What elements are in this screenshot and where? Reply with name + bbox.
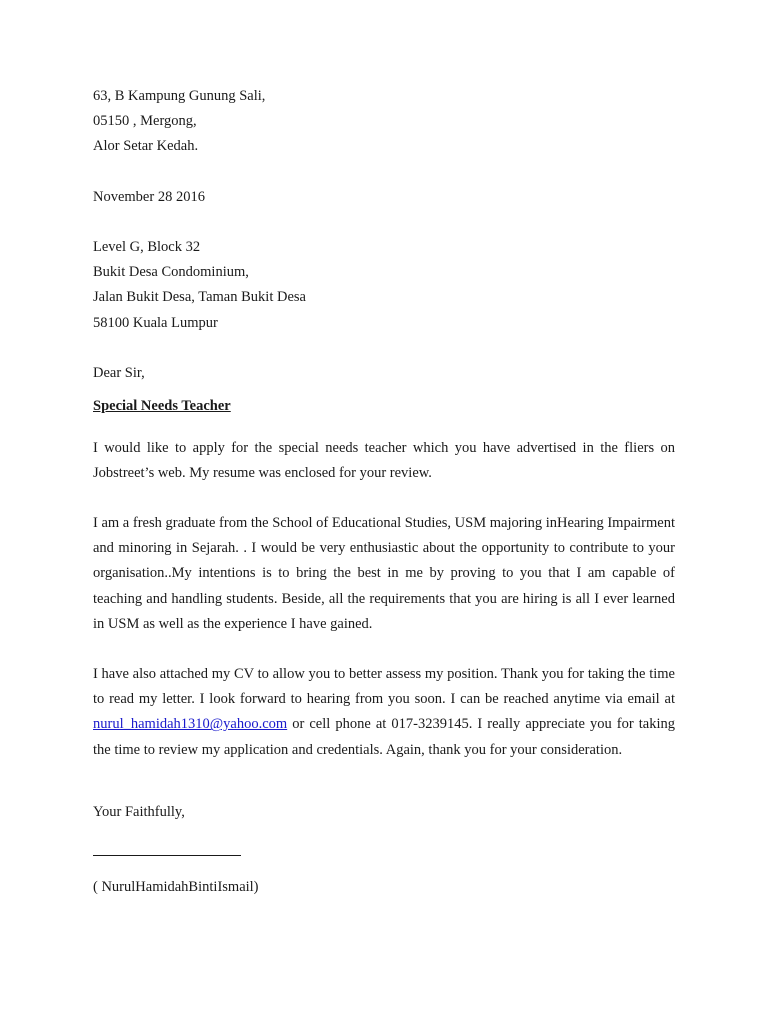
subject <box>93 394 675 419</box>
signature-name-text: ( NurulHamidahBintiIsmail) <box>93 879 259 895</box>
paragraph-3-text-after: or cell phone at 017-3239145. I really appreciate you for taking the time to review my application and credentials. Again, thank you for your consideration. <box>93 716 675 758</box>
signature-line <box>93 855 241 856</box>
date-text: November 28 2016 <box>93 189 205 205</box>
paragraph-3-text-before: I have also attached my CV to allow you to better assess my position. Thank you for taking the time to read my letter. I look forward to hearing from you soon. I can be reached anytime via email at <box>93 666 675 708</box>
subject-text: Special Needs Teacher <box>93 398 231 414</box>
sender-address-line-2: 05150 , Mergong, <box>93 113 197 130</box>
recipient-address-line-3: Jalan Bukit Desa, Taman Bukit Desa <box>93 289 306 306</box>
closing <box>93 800 675 825</box>
paragraph-2 <box>93 511 675 637</box>
paragraph-3 <box>93 662 675 763</box>
sender-address-line-3: Alor Setar Kedah. <box>93 138 199 155</box>
closing-text: Your Faithfully, <box>93 804 185 820</box>
letter-date <box>93 185 675 210</box>
recipient-address-line-4: 58100 Kuala Lumpur <box>93 314 218 331</box>
salutation <box>93 361 675 386</box>
paragraph-1-text: I would like to apply for the special needs teacher which you have advertised in the fliers on Jobstreet’s web. My resume was enclosed for your review. <box>93 440 675 482</box>
recipient-address-line-2: Bukit Desa Condominium, <box>93 264 249 281</box>
salutation-text: Dear Sir, <box>93 365 145 381</box>
recipient-address-line-1: Level G, Block 32 <box>93 239 201 255</box>
paragraph-1 <box>93 436 675 486</box>
email-link[interactable]: nurul_hamidah1310@yahoo.com <box>93 716 288 733</box>
signature-name <box>93 875 675 900</box>
paragraph-2-text: I am a fresh graduate from the School of Educational Studies, USM majoring inHearing Impairment and minoring in Sejarah. . I would be very enthusiastic about the opportunity to contribute to your organisation..My intentions is to bring the best in me by proving to you that I am capable of teaching and handling students. Beside, all the requirements that you are hiring is all I ever learned in USM as well as the experience I have gained. <box>93 515 675 632</box>
sender-address-line-1: 63, B Kampung Gunung Sali, <box>93 88 266 104</box>
sender-address <box>93 84 675 160</box>
recipient-address <box>93 235 675 336</box>
